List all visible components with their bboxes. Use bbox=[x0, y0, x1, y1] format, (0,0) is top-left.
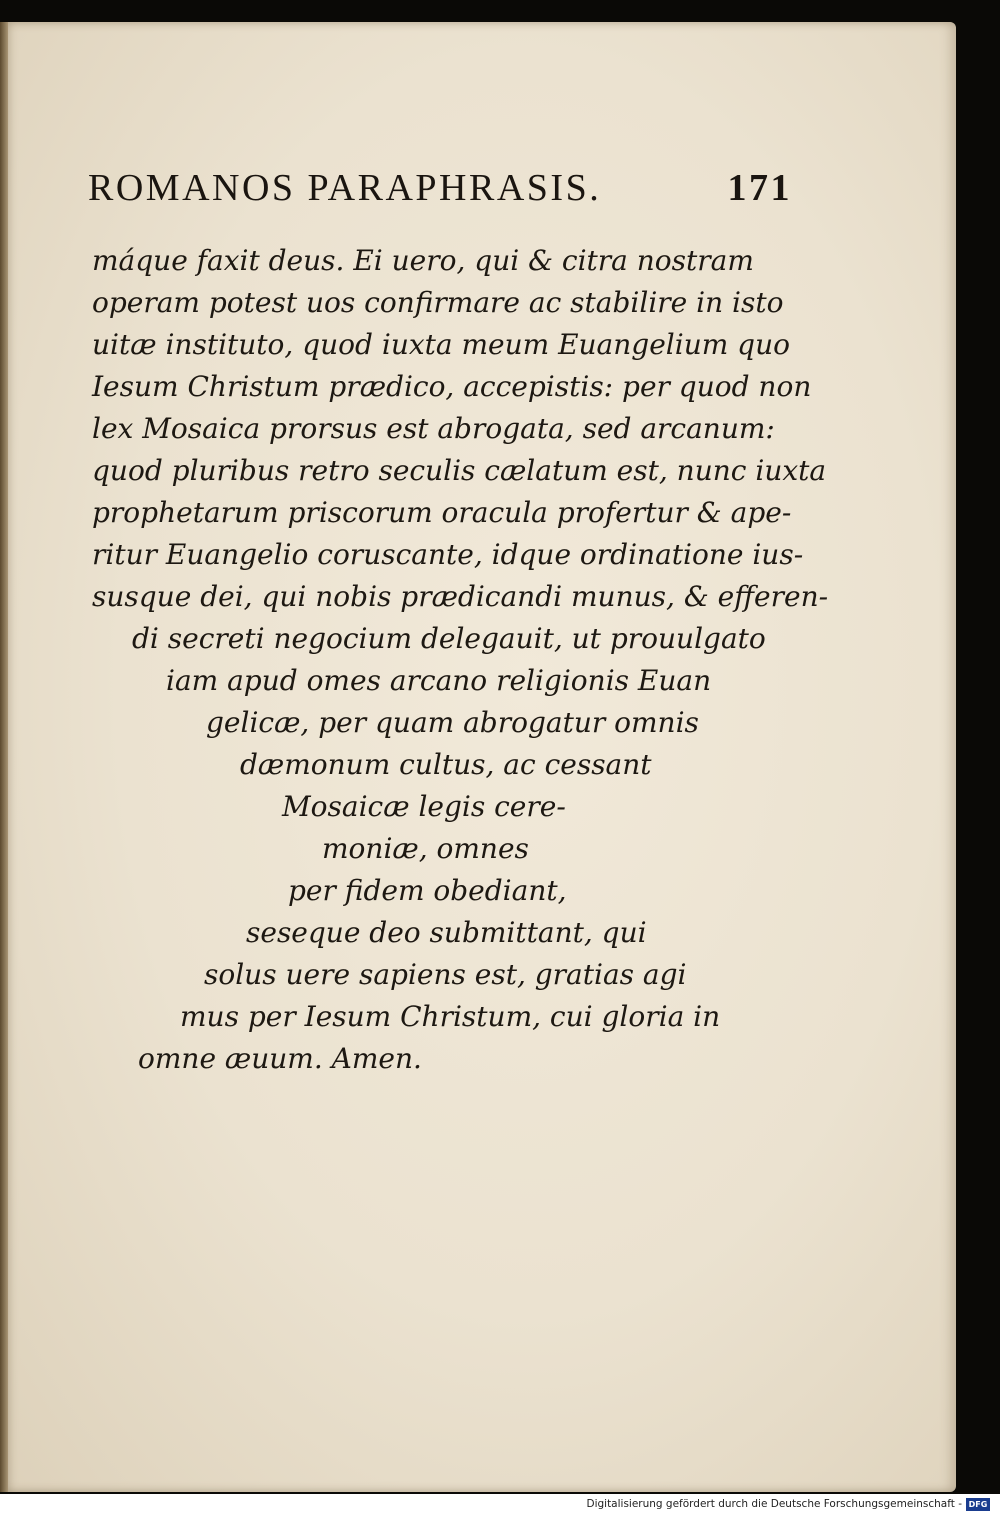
text-line: prophetarum priscorum oracula profertur & ape- bbox=[92, 496, 792, 529]
funding-credit: Digitalisierung gefördert durch die Deutsche Forschungsgemeinschaft - bbox=[586, 1498, 962, 1510]
text-line: iam apud omes arcano religionis Euan bbox=[166, 664, 712, 697]
book-page bbox=[4, 22, 956, 1492]
text-line: quod pluribus retro seculis cælatum est, nunc iuxta bbox=[92, 454, 827, 487]
header-title: ROMANOS PARAPHRASIS. bbox=[88, 167, 602, 209]
text-line: mus per Iesum Christum, cui gloria in bbox=[180, 1000, 721, 1033]
text-line: operam potest uos confirmare ac stabilire in isto bbox=[92, 286, 784, 319]
text-line: lex Mosaica prorsus est abrogata, sed arcanum: bbox=[92, 412, 775, 445]
text-line: gelicæ, per quam abrogatur omnis bbox=[206, 706, 699, 739]
text-line: seseque deo submittant, qui bbox=[246, 916, 647, 949]
running-header bbox=[88, 166, 792, 216]
text-line: omne æuum. Amen. bbox=[138, 1042, 422, 1075]
page-text bbox=[4, 22, 956, 1492]
text-line: ritur Euangelio coruscante, idque ordinatione ius- bbox=[92, 538, 804, 571]
text-line: Iesum Christum prædico, accepistis: per quod non bbox=[92, 370, 812, 403]
text-line: uitæ instituto, quod iuxta meum Euangelium quo bbox=[92, 328, 790, 361]
text-line: per fidem obediant, bbox=[288, 874, 567, 907]
text-line: di secreti negocium delegauit, ut prouulgato bbox=[132, 622, 766, 655]
text-line: dæmonum cultus, ac cessant bbox=[240, 748, 652, 781]
page-number: 171 bbox=[727, 167, 792, 209]
digitization-footer bbox=[0, 1494, 1000, 1516]
text-line: susque dei, qui nobis prædicandi munus, & efferen- bbox=[92, 580, 829, 613]
text-line: Mosaicæ legis cere- bbox=[282, 790, 566, 823]
text-line: moniæ, omnes bbox=[322, 832, 529, 865]
dfg-logo: DFG bbox=[966, 1498, 990, 1511]
text-line: máque faxit deus. Ei uero, qui & citra nostram bbox=[92, 244, 754, 277]
page-edge-shadow bbox=[0, 22, 8, 1492]
text-line: solus uere sapiens est, gratias agi bbox=[204, 958, 687, 991]
